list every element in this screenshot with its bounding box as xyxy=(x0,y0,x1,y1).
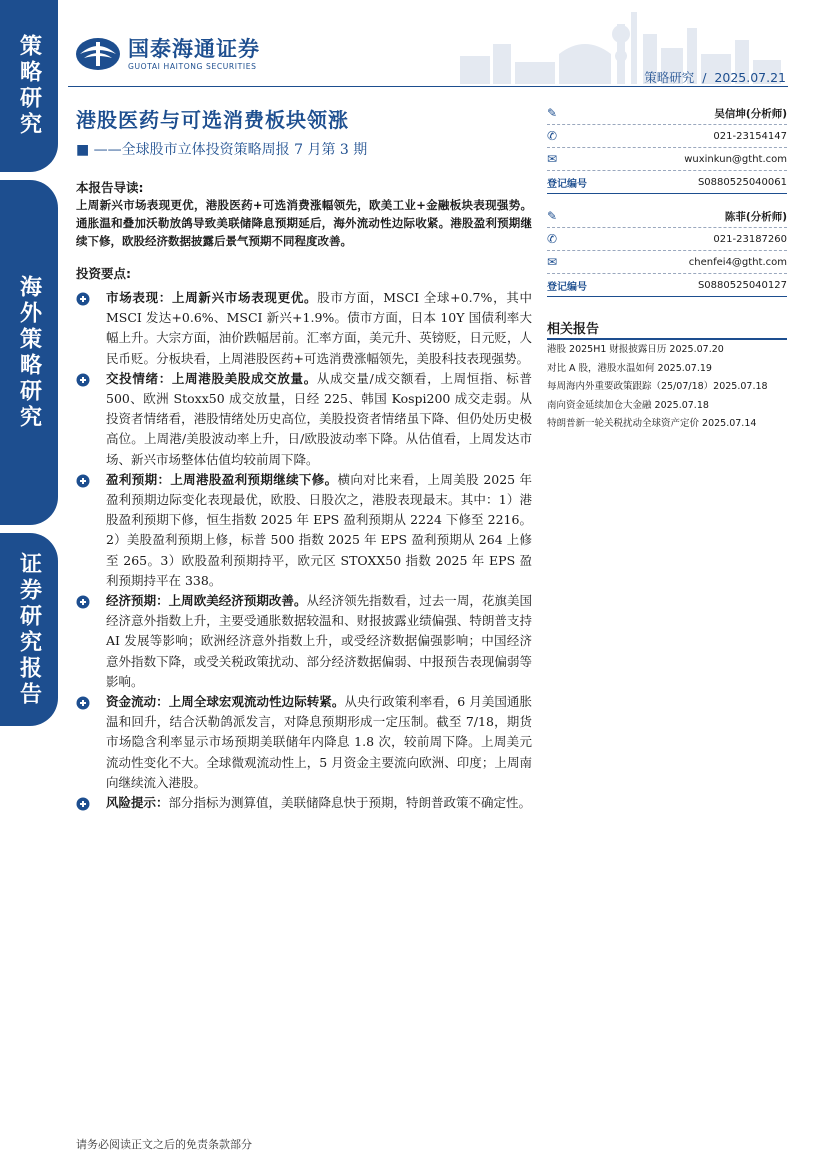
analyst-reg-label: 登记编号 xyxy=(547,281,587,293)
header-separator: / xyxy=(702,70,707,85)
analyst-reg-label: 登记编号 xyxy=(547,178,587,190)
investment-point xyxy=(76,369,532,470)
related-report-item[interactable]: 特朗普新一轮关税扰动全球资产定价 2025.07.14 xyxy=(547,418,757,429)
point-lead: 上周港股盈利预期继续下修。 xyxy=(170,471,338,487)
analyst-phone-row xyxy=(547,125,787,148)
related-report-item[interactable]: 港股 2025H1 财报披露日历 2025.07.20 xyxy=(547,344,724,355)
related-reports-title: 相关报告 xyxy=(547,322,600,337)
analyst-email[interactable]: chenfei4@gtht.com xyxy=(688,256,787,268)
analyst-email-row xyxy=(547,148,787,171)
email-icon: ✉ xyxy=(547,255,558,269)
header-category: 策略研究 xyxy=(644,70,695,85)
analyst-reg-no: S0880525040127 xyxy=(697,279,787,291)
header-divider xyxy=(68,86,788,87)
header-meta xyxy=(644,68,786,86)
intro-heading: 本报告导读: xyxy=(76,180,144,195)
disclaimer-footer: 请务必阅读正文之后的免责条款部分 xyxy=(76,1138,252,1151)
related-report-item[interactable]: 南向资金延续加仓大金融 2025.07.18 xyxy=(547,399,709,411)
side-tab-research-report xyxy=(0,533,58,726)
point-lead: 上周欧美经济预期改善。 xyxy=(168,593,307,609)
point-text: 横向对比来看，上周美股 2025 年盈利预期边际变化表现最优，欧股、日股次之，港股表现最末。其中：1）港股盈利预期下修，恒生指数 2025 年 EPS 盈利预期从 2224 下修至 2216。2）美股盈利预期上修，标普 500 指数 2025 年 EPS 盈利预期从 264 上修至 265。3）欧股盈利预期持平，欧元区 STOXX50 指数 2025 年 EPS 盈利预期持平在 338。 xyxy=(106,471,532,588)
side-tab-overseas xyxy=(0,180,58,525)
investment-point xyxy=(76,591,532,692)
analyst-name: 吴信坤(分析师) xyxy=(714,107,787,120)
bullet-icon xyxy=(76,595,90,609)
point-label: 盈利预期： xyxy=(106,471,171,487)
report-title: 港股医药与可选消费板块领涨 xyxy=(76,108,349,132)
point-text: 从经济领先指数看，过去一周，花旗美国经济意外指数上升，主要受通胀数据较温和、财报披露业绩偏强、特朗普支持 AI 发展等影响；欧洲经济意外指数上升，或受经济数据偏强影响；中国经济意外指数下降，或受关税政策扰动、部分经济数据偏弱、中报预告表现偏弱等影响。 xyxy=(106,593,532,689)
investment-point xyxy=(76,793,532,813)
point-label: 市场表现： xyxy=(106,290,172,305)
analyst-phone: 021-23187260 xyxy=(713,233,787,245)
analyst-name: 陈菲(分析师) xyxy=(724,210,787,223)
analyst-person-icon: ✎ xyxy=(547,106,558,120)
related-reports-divider xyxy=(547,338,787,340)
analyst-phone-row xyxy=(547,228,787,251)
analyst-card xyxy=(547,102,787,194)
bullet-icon xyxy=(76,373,90,387)
investment-point xyxy=(76,470,532,591)
analyst-reg-no: S0880525040061 xyxy=(697,176,787,188)
related-reports-list xyxy=(547,343,787,436)
analyst-reg-row xyxy=(547,171,787,194)
header-date: 2025.07.21 xyxy=(714,70,786,85)
phone-icon: ✆ xyxy=(547,129,558,143)
point-text: 股市方面，MSCI 全球+0.7%，其中 MSCI 发达+0.6%、MSCI 新兴+1.9%。债市方面，日本 10Y 国债利率大幅上升。大宗方面，油价跌幅居前。汇率方面，美元升、英镑贬，日元贬，人民币贬。分板块看，上周港股医药+可选消费涨幅领先，美股科技表现强势。 xyxy=(106,290,532,366)
bullet-icon xyxy=(76,292,90,306)
brand-logo-icon xyxy=(74,36,122,72)
analyst-reg-row xyxy=(547,274,787,297)
point-text: 部分指标为测算值，美联储降息快于预期，特朗普政策不确定性。 xyxy=(168,795,532,811)
point-label: 交投情绪： xyxy=(106,370,172,386)
point-lead: 上周全球宏观流动性边际转紧。 xyxy=(168,694,345,710)
investment-point xyxy=(76,288,532,369)
side-tab-label: 海外策略研究 xyxy=(16,274,42,431)
email-icon: ✉ xyxy=(547,152,558,166)
brand-name-en: GUOTAI HAITONG SECURITIES xyxy=(128,61,257,71)
phone-icon: ✆ xyxy=(547,232,558,246)
intro-text: 上周新兴市场表现更优，港股医药+可选消费涨幅领先，欧美工业+金融板块表现强势。通胀温和叠加沃勒放鸽导致美联储降息预期延后，海外流动性边际收紧。港股盈利预期继续下修，欧股经济数据披露后景气预期不同程度改善。 xyxy=(76,198,532,248)
bullet-icon xyxy=(76,474,90,488)
analyst-card xyxy=(547,205,787,297)
analyst-name-row xyxy=(547,102,787,125)
brand-logo xyxy=(74,36,260,72)
related-report-item[interactable]: 对比 A 股，港股水温如何 2025.07.19 xyxy=(547,362,712,374)
point-text: 从成交量/成交额看，上周恒指、标普 500、欧洲 Stoxx50 成交放量，日经 225、韩国 Kospi200 成交走弱。从投资者情绪看，港股情绪处历史高位，美股投资者情绪虽下降、但仍处历史极高位。上周港/美股波动率上升，日/欧股波动率下降。从估值看，上周发达市场、新兴市场整体估值均较前周下降。 xyxy=(106,370,532,467)
side-tab-label: 策略研究 xyxy=(16,34,42,138)
analyst-person-icon: ✎ xyxy=(547,209,558,223)
point-lead: 上周新兴市场表现更优。 xyxy=(172,290,318,305)
points-heading: 投资要点: xyxy=(76,266,131,281)
bullet-icon xyxy=(76,797,90,811)
point-label: 资金流动： xyxy=(106,694,169,710)
brand-name-cn: 国泰海通证券 xyxy=(128,36,260,61)
analyst-email-row xyxy=(547,251,787,274)
investment-point xyxy=(76,692,532,793)
side-tab-label: 证券研究报告 xyxy=(16,551,42,708)
analyst-name-row xyxy=(547,205,787,228)
investment-points xyxy=(76,288,532,813)
related-report-item[interactable]: 每周海内外重要政策跟踪（25/07/18）2025.07.18 xyxy=(547,381,768,392)
report-subtitle: ■ ——全球股市立体投资策略周报 7 月第 3 期 xyxy=(76,142,368,158)
point-label: 经济预期： xyxy=(106,593,169,609)
analyst-email[interactable]: wuxinkun@gtht.com xyxy=(684,153,787,165)
point-label: 风险提示： xyxy=(106,795,169,811)
point-lead: 上周港股美股成交放量。 xyxy=(171,370,317,386)
point-text: 从央行政策利率看，6 月美国通胀温和回升，结合沃勒鸽派发言，对降息预期形成一定压制。截至 7/18，期货市场隐含利率显示市场预期美联储年内降息 1.8 次，较前周下降。上周美元流动性变化不大。全球微观流动性上，5 月资金主要流向欧洲、印度；上周南向继续流入港股。 xyxy=(106,694,532,790)
analyst-phone: 021-23154147 xyxy=(713,130,787,142)
side-tab-strategy xyxy=(0,0,58,172)
bullet-icon xyxy=(76,696,90,710)
